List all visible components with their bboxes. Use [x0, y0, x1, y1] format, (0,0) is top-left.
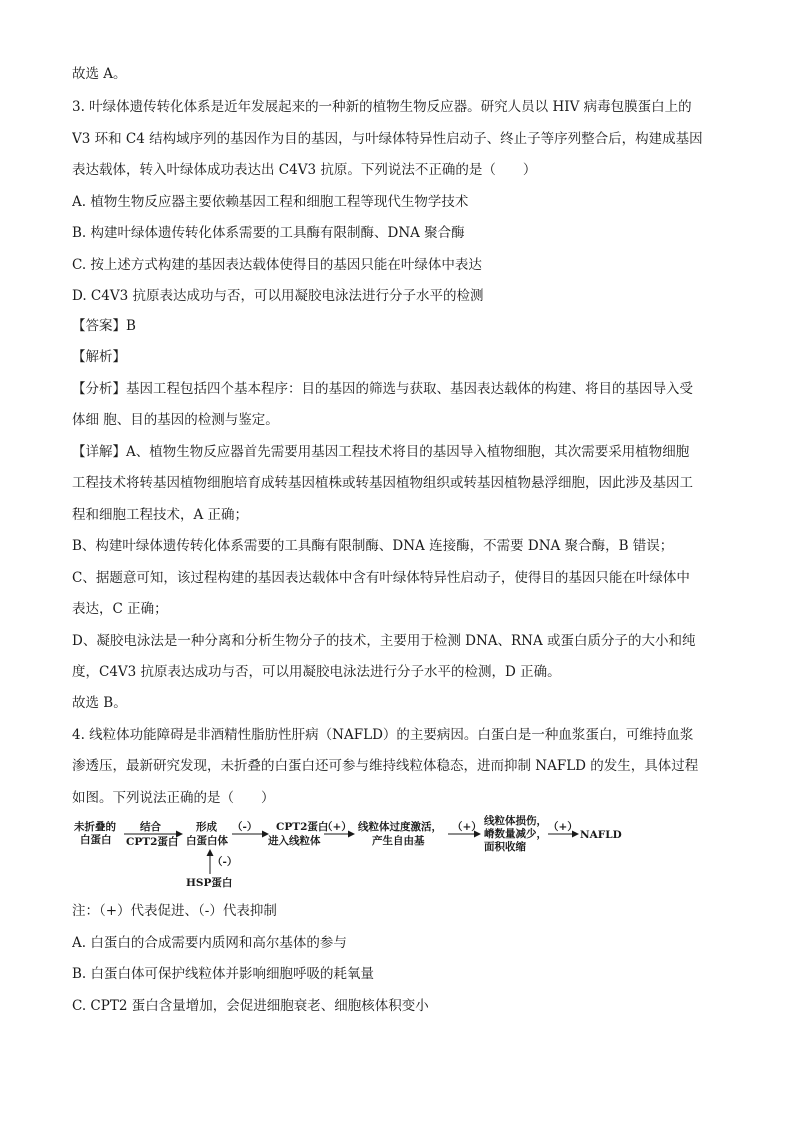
option-c: C. CPT2 蛋白含量增加，会促进细胞衰老、细胞核体积变小: [72, 998, 429, 1014]
analysis-text: 【分析】基因工程包括四个基本程序：目的基因的筛选与获取、基因表达载体的构建、将目的基因导入受: [72, 381, 693, 397]
question-3-stem: V3 环和 C4 结构域序列的基因作为目的基因，与叶绿体特异性启动子、终止子等序列整合后，构建成基因: [72, 131, 703, 147]
option-a: A. 白蛋白的合成需要内质网和高尔基体的参与: [72, 935, 347, 951]
question-3-stem: 表达载体，转入叶绿体成功表达出 C4V3 抗原。下列说法不正确的是（ ）: [72, 162, 537, 178]
node-mito-damage: 线粒体损伤，: [484, 815, 547, 827]
text-line: 故选 A。: [72, 66, 127, 82]
node-cpt2-entry: CPT2蛋白: [276, 821, 329, 833]
node-albumin-body: 白蛋白体: [186, 835, 228, 847]
node-hsp-protein: HSP蛋白: [186, 877, 233, 889]
detail-text: C、据题意可知，该过程构建的基因表达载体中含有叶绿体特异性启动子，使得目的基因只能在叶绿体中: [72, 570, 690, 586]
edge-label-promote: （+）: [322, 821, 352, 833]
option-d: D. C4V3 抗原表达成功与否，可以用凝胶电泳法进行分子水平的检测: [72, 288, 484, 304]
detail-text: 度，C4V3 抗原表达成功与否，可以用凝胶电泳法进行分子水平的检测，D 正确。: [72, 664, 561, 680]
question-4-stem: 4. 线粒体功能障碍是非酒精性脂肪性肝病（NAFLD）的主要病因。白蛋白是一种血浆蛋白，可维持血浆: [72, 727, 694, 743]
node-mito-overactivation: 线粒体过度激活，: [358, 821, 442, 833]
node-mito-damage: 嵴数量减少，: [484, 828, 547, 840]
nafld-pathway-diagram: [72, 814, 632, 890]
option-a: A. 植物生物反应器主要依赖基因工程和细胞工程等现代生物学技术: [72, 194, 469, 210]
detail-text: 【详解】A、植物生物反应器首先需要用基因工程技术将目的基因导入植物细胞，其次需要采用植物细胞: [72, 444, 690, 460]
edge-label-promote: （+）: [452, 821, 482, 833]
node-cpt2-entry: 进入线粒体: [268, 835, 321, 847]
edge-label-bind: 结合: [140, 821, 161, 833]
detail-text: B、构建叶绿体遗传转化体系需要的工具酶有限制酶、DNA 连接酶，不需要 DNA 聚合酶，B 错误；: [72, 538, 674, 554]
node-unfolded-albumin: 未折叠的: [74, 821, 116, 833]
node-unfolded-albumin: 白蛋白: [80, 834, 112, 846]
detail-text: D、凝胶电泳法是一种分离和分析生物分子的技术，主要用于检测 DNA、RNA 或蛋白质分子的大小和纯: [72, 633, 696, 649]
option-b: B. 白蛋白体可保护线粒体并影响细胞呼吸的耗氧量: [72, 966, 375, 982]
option-c: C. 按上述方式构建的基因表达载体使得目的基因只能在叶绿体中表达: [72, 257, 482, 273]
detail-text: 程和细胞工程技术，A 正确；: [72, 507, 249, 523]
diagram-note: 注：（+）代表促进、（-）代表抑制: [72, 903, 277, 919]
question-3-stem: 3. 叶绿体遗传转化体系是近年发展起来的一种新的植物生物反应器。研究人员以 HIV 病毒包膜蛋白上的: [72, 99, 692, 115]
edge-label-cpt2: CPT2蛋白: [126, 836, 179, 848]
node-nafld: NAFLD: [580, 829, 622, 841]
answer-label: 【答案】B: [72, 318, 136, 334]
node-albumin-body: 形成: [196, 821, 217, 833]
edge-label-inhibit: （-）: [212, 856, 238, 868]
edge-label-inhibit: （-）: [232, 821, 258, 833]
detail-text: 表达，C 正确；: [72, 601, 168, 617]
node-mito-damage: 面积收缩: [484, 841, 526, 853]
detail-text: 工程技术将转基因植物细胞培育成转基因植株或转基因植物组织或转基因植物悬浮细胞，因此涉及基因工: [72, 475, 693, 491]
question-4-stem: 如图。下列说法正确的是（ ）: [72, 790, 275, 806]
analysis-text: 体细 胞、目的基因的检测与鉴定。: [72, 412, 279, 428]
analysis-label: 【解析】: [72, 349, 126, 365]
question-4-stem: 渗透压，最新研究发现，未折叠的白蛋白还可参与维持线粒体稳态，进而抑制 NAFLD 的发生，具体过程: [72, 758, 699, 774]
node-mito-overactivation: 产生自由基: [372, 835, 425, 847]
option-b: B. 构建叶绿体遗传转化体系需要的工具酶有限制酶、DNA 聚合酶: [72, 225, 465, 241]
edge-label-promote: （+）: [548, 821, 578, 833]
text-line: 故选 B。: [72, 695, 127, 711]
